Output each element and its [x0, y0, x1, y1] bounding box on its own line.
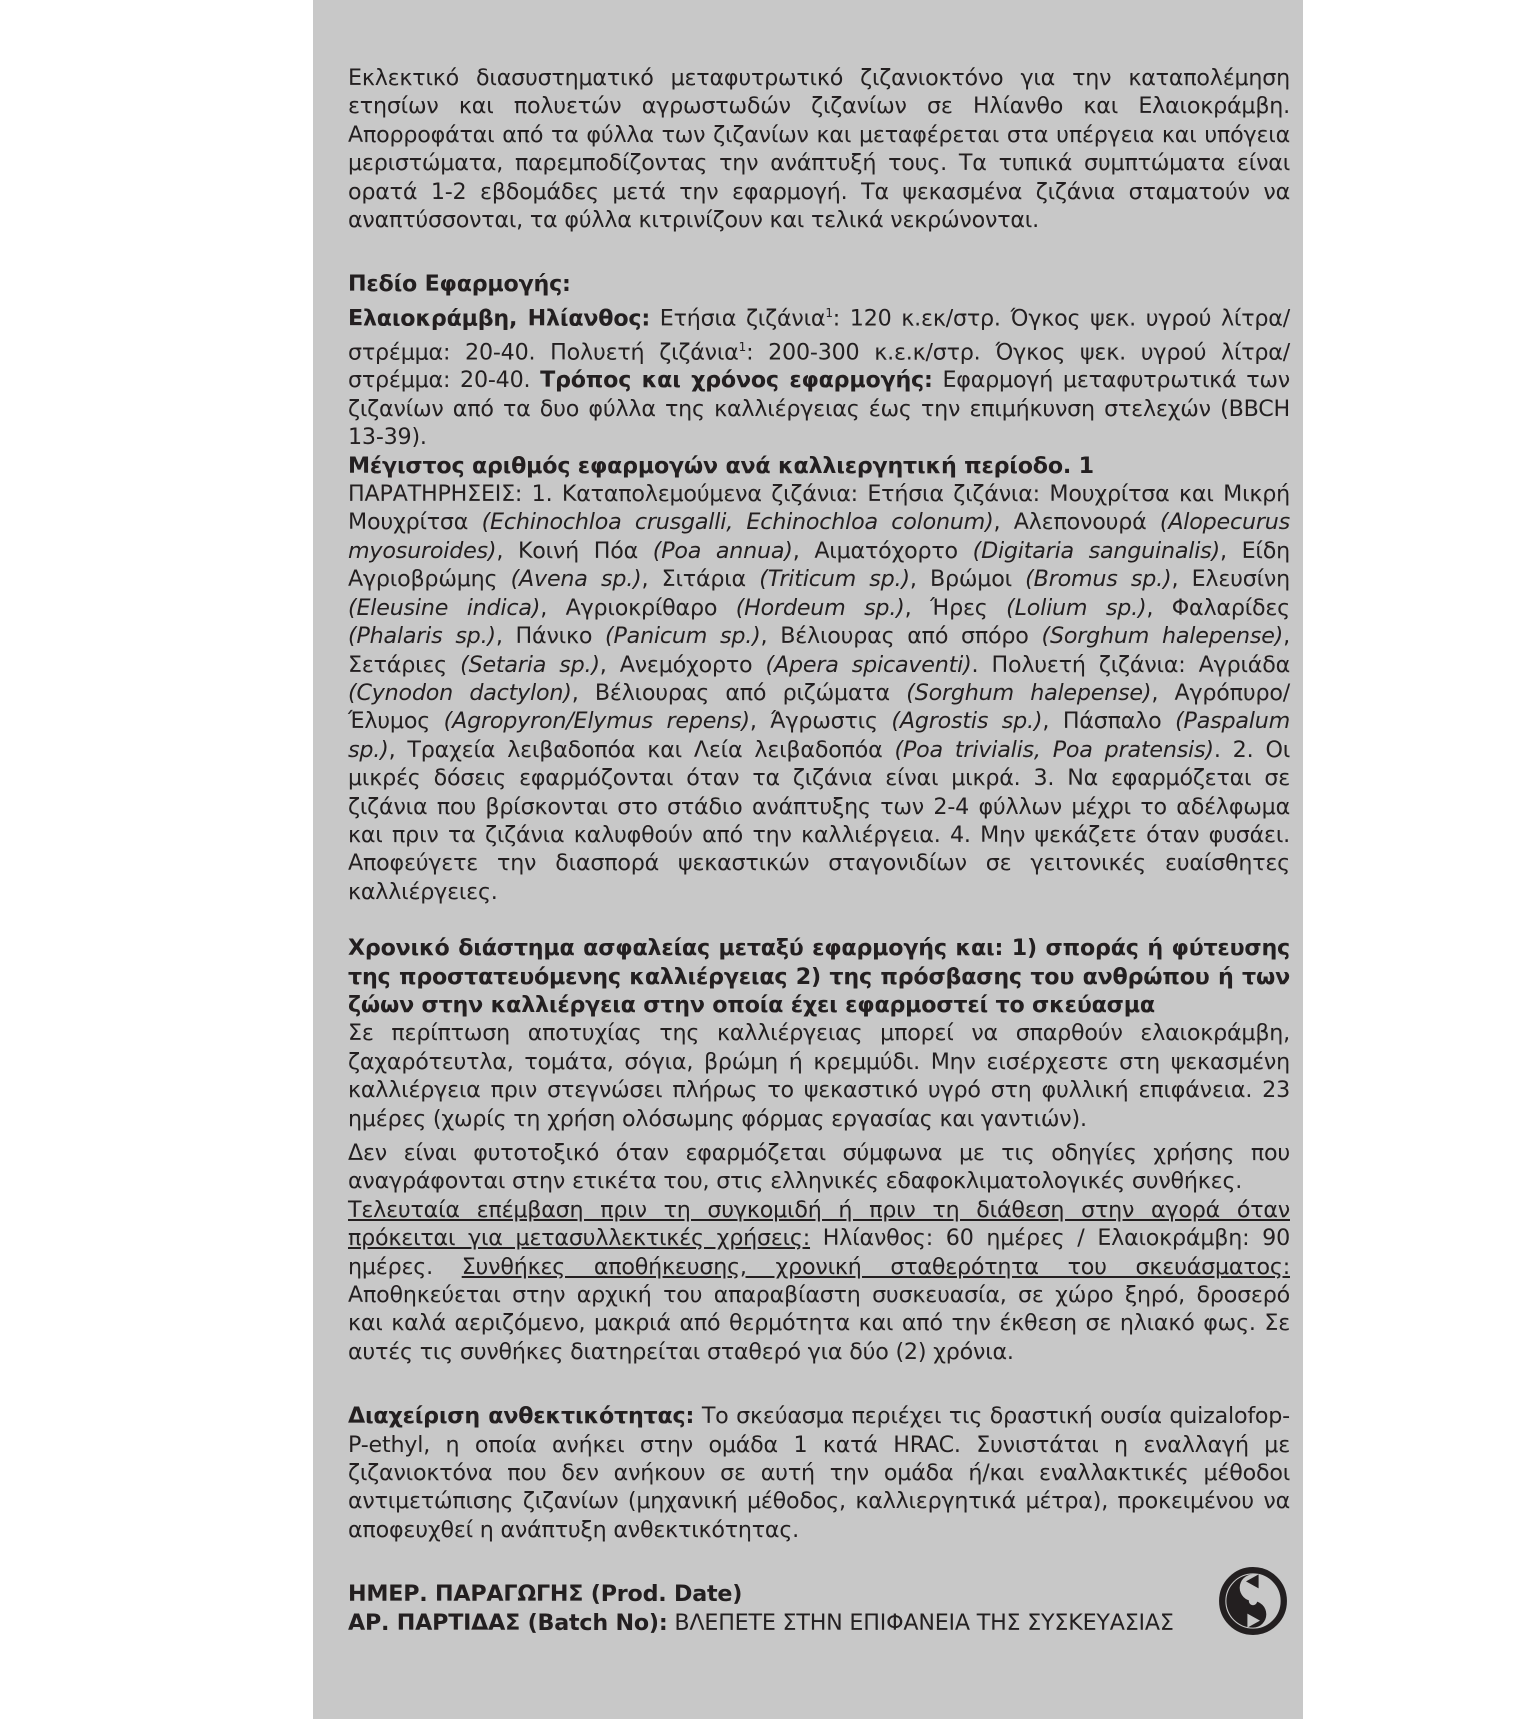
species-latin-name: (Alopecurus myosuroides)	[348, 509, 1290, 564]
species-latin-name: (Lolium sp.)	[1006, 594, 1147, 621]
remarks-text: , Φαλαρίδες	[1146, 594, 1290, 621]
species-latin-name: (Cynodon dactylon)	[348, 679, 572, 706]
remarks-text: , Κοινή Πόα	[496, 537, 653, 564]
remarks-text: , Ανεμόχορτο	[599, 651, 766, 678]
intro-paragraph: Εκλεκτικό διασυστηματικό μεταφυτρωτικό ζιζανιοκτόνο για την καταπολέμηση ετησίων και πολυετών αγρωστωδών ζιζανίων σε Ηλίανθο και Ελαιοκράμβη. Απορροφάται από τα φύλλα των ζιζανίων και μεταφέρεται στα υπέργεια και υπόγεια μεριστώματα, παρεμποδίζοντας την ανάπτυξή τους. Τα τυπικά συμπτώματα είναι ορατά 1-2 εβδομάδες μετά την εφαρμογή. Τα ψεκασμένα ζιζάνια σταματούν να αναπτύσσονται, τα φύλλα κιτρινίζουν και τελικά νεκρώνονται.	[348, 65, 1290, 234]
remarks-text: , Σιτάρια	[641, 566, 760, 593]
species-latin-name: (Agropyron/Elymus repens)	[443, 708, 750, 735]
species-latin-name: (Agrostis sp.)	[891, 708, 1043, 735]
species-latin-name: (Echinochloa crusgalli, Echinochloa colonum)	[481, 509, 994, 536]
production-date: ΗΜΕΡ. ΠΑΡΑΓΩΓΗΣ (Prod. Date)	[348, 1581, 743, 1608]
species-latin-name: (Sorghum halepense)	[906, 679, 1152, 706]
resistance-paragraph: Διαχείριση ανθεκτικότητας: Το σκεύασμα περιέχει τις δραστική ουσία quizalofop-P-ethyl, η οποία ανήκει στην ομάδα 1 κατά HRAC. Συνιστάται η εναλλαγή με ζιζανιοκτόνα που δεν ανήκουν σε αυτή την ομάδα ή/και εναλλακτικές μέθοδοι αντιμετώπισης ζιζανίων (μηχανική μέθοδος, καλλιεργητικά μέτρα), προκειμένου να αποφευχθεί η ανάπτυξη ανθεκτικότητας.	[348, 1403, 1290, 1543]
remarks-text: . Πολυετή ζιζάνια: Αγριάδα	[971, 651, 1290, 678]
remarks-text: , Αγριοκρίθαρο	[540, 594, 736, 621]
remarks-text: , Σετάριες	[348, 623, 1290, 678]
safety-heading: Χρονικό διάστημα ασφαλείας μεταξύ εφαρμογής και: 1) σποράς ή φύτευσης της προστατευόμενης καλλιέργειας 2) της πρόσβασης του ανθρώπου ή των ζώων στην καλλιέργεια στην οποία έχει εφαρμοστεί το σκεύασμα	[348, 935, 1290, 1018]
remarks-text: ΠΑΡΑΤΗΡΗΣΕΙΣ: 1. Καταπολεμούμενα ζιζάνια: Ετήσια ζιζάνια: Μουχρίτσα και Μικρή Μουχρίτσα	[348, 481, 1290, 536]
species-latin-name: (Paspalum sp.)	[348, 708, 1290, 763]
remarks-text: , Αλεπονουρά	[993, 509, 1160, 536]
species-latin-name: (Panicum sp.)	[605, 623, 761, 650]
remarks-text: , Αγρόπυρο/Έλυμος	[348, 679, 1290, 735]
remarks-text: , Πάνικο	[495, 623, 606, 650]
species-latin-name: (Bromus sp.)	[1025, 566, 1172, 593]
remarks-text: , Βέλιουρας από σπόρο	[760, 623, 1042, 650]
species-latin-name: (Eleusine indica)	[348, 594, 541, 621]
species-latin-name: (Digitaria sanguinalis)	[972, 537, 1220, 564]
remarks-text: , Ήρες	[904, 594, 1007, 621]
remarks-text: , Βρώμοι	[909, 566, 1026, 593]
label-panel	[313, 0, 1303, 1719]
remarks-text: , Βέλιουρας από ριζώματα	[571, 679, 907, 706]
remarks-text: , Ελευσίνη	[1171, 566, 1290, 593]
species-latin-name: (Setaria sp.)	[460, 651, 600, 678]
remarks-text: . 2. Οι μικρές δόσεις εφαρμόζονται όταν τα ζιζάνια είναι μικρά. 3. Να εφαρμόζεται σε ζιζάνια που βρίσκονται στο στάδιο ανάπτυξης των 2-4 φύλλων μέχρι το αδέλφωμα και πριν τα ζιζάνια καλυφθούν από την καλλιέργεια. 4. Μην ψεκάζετε όταν φυσάει. Αποφεύγετε την διασπορά ψεκαστικών σταγονιδίων σε γειτονικές ευαίσθητες καλλιέργειες.	[348, 736, 1291, 905]
green-dot-recycling-icon	[1218, 1566, 1288, 1636]
species-latin-name: (Hordeum sp.)	[735, 594, 905, 621]
remarks-text: , Αιματόχορτο	[792, 537, 973, 564]
species-latin-name: (Poa annua)	[652, 537, 793, 564]
mode-label: Τρόπος και χρόνος εφαρμογής:	[540, 367, 933, 394]
species-latin-name: (Poa trivialis, Poa pratensis)	[894, 736, 1214, 763]
remarks-text: , Τραχεία λειβαδοπόα και Λεία λειβαδοπόα	[388, 736, 895, 763]
last-application-paragraph: Τελευταία επέμβαση πριν τη συγκομιδή ή πριν τη διάθεση στην αγορά όταν πρόκειται για μετασυλλεκτικές χρήσεις: Ηλίανθος: 60 ημέρες / Ελαιοκράμβη: 90 ημέρες. Συνθήκες αποθήκευσης, χρονική σταθερότητα του σκευάσματος: Αποθηκεύεται στην αρχική του απαραβίαστη συσκευασία, σε χώρο ξηρό, δροσερό και καλά αεριζόμενο, μακριά από θερμότητα και από την έκθεση σε ηλιακό φως. Σε αυτές τις συνθήκες διατηρείται σταθερό για δύο (2) χρόνια.	[348, 1196, 1290, 1365]
species-latin-name: (Triticum sp.)	[759, 566, 910, 593]
species-latin-name: (Phalaris sp.)	[348, 623, 496, 650]
safety-paragraph-1: Σε περίπτωση αποτυχίας της καλλιέργειας μπορεί να σπαρθούν ελαιοκράμβη, ζαχαρότευτλα, τομάτα, σόγια, βρώμη ή κρεμμύδι. Μην εισέρχεστε στη ψεκασμένη καλλιέργεια πριν στεγνώσει πλήρως το ψεκαστικό υγρό στη φυλλική επιφάνεια. 23 ημέρες (χωρίς τη χρήση ολόσωμης φόρμας εργασίας και γαντιών).	[348, 1020, 1290, 1132]
remarks-text: , Είδη Αγριοβρώμης	[348, 537, 1290, 593]
species-latin-name: (Sorghum halepense)	[1041, 623, 1284, 650]
safety-paragraph-2: Δεν είναι φυτοτοξικό όταν εφαρμόζεται σύμφωνα με τις οδηγίες χρήσης που αναγράφονται στην ετικέτα του, στις ελληνικές εδαφοκλιματολογικές συνθήκες.	[348, 1140, 1290, 1195]
species-latin-name: (Avena sp.)	[510, 566, 642, 593]
remarks-paragraph	[348, 480, 1290, 906]
batch-number: ΑΡ. ΠΑΡΤΙΔΑΣ (Batch No): ΒΛΕΠΕΤΕ ΣΤΗΝ ΕΠΙΦΑΝΕΙΑ ΤΗΣ ΣΥΣΚΕΥΑΣΙΑΣ	[348, 1609, 1174, 1636]
species-latin-name: (Apera spicaventi)	[765, 651, 972, 678]
crops-label: Ελαιοκράμβη, Ηλίανθος:	[348, 305, 650, 332]
storage-label: Συνθήκες αποθήκευσης, χρονική σταθερότητα του σκευάσματος:	[461, 1253, 1290, 1280]
remarks-text: , Άγρωστις	[749, 708, 892, 735]
remarks-text: , Πάσπαλο	[1042, 708, 1176, 735]
max-applications: Μέγιστος αριθμός εφαρμογών ανά καλλιεργητική περίοδο. 1	[348, 452, 1094, 479]
field-heading: Πεδίο Εφαρμογής:	[348, 271, 571, 298]
field-paragraph: Ελαιοκράμβη, Ηλίανθος: Ετήσια ζιζάνια$^1$: 120 κ.εκ/στρ. Όγκος ψεκ. υγρού λίτρα/στρέμμα: 20-40. Πολυετή ζιζάνια$^1$: 200-300 κ.ε.κ/στρ. Όγκος ψεκ. υγρού λίτρα/στρέμμα: 20-40. Τρόπος και χρόνος εφαρμογής: Εφαρμογή μεταφυτρωτικά των ζιζανίων από τα δυο φύλλα της καλλιέργειας έως την επιμήκυνση στελεχών (BBCH 13-39).	[348, 305, 1290, 451]
label-content	[348, 64, 1290, 1637]
